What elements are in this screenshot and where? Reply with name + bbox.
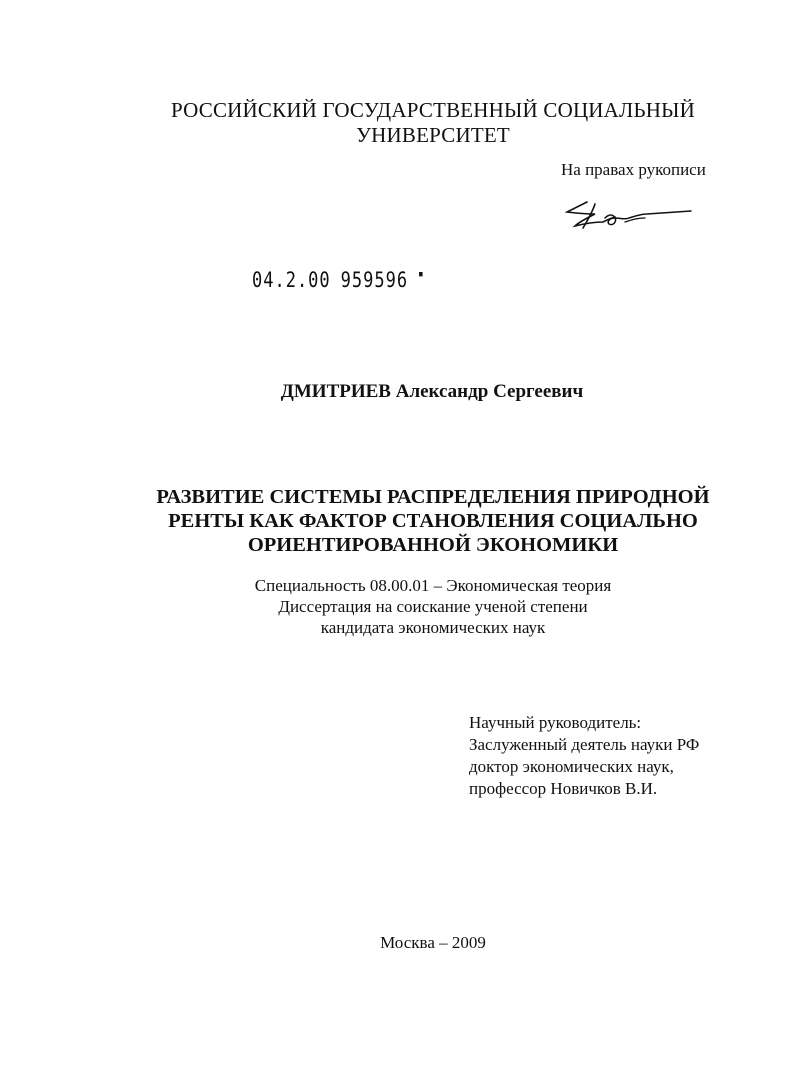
advisor-line-1: Заслуженный деятель науки РФ	[469, 735, 700, 754]
library-stamp	[252, 268, 435, 293]
university-line-1: РОССИЙСКИЙ ГОСУДАРСТВЕННЫЙ СОЦИАЛЬНЫЙ	[171, 98, 695, 122]
advisor-heading: Научный руководитель:	[469, 713, 642, 732]
specialty-block	[0, 575, 799, 638]
stamp-number: 959596	[340, 268, 409, 293]
degree-line-1: Диссертация на соискание ученой степени	[278, 597, 588, 616]
scientific-advisor	[469, 712, 699, 800]
author-name: ДМИТРИЕВ Александр Сергеевич	[280, 381, 584, 402]
rights-note: На правах рукописи	[561, 160, 706, 179]
stamp-mark: ▪	[418, 268, 425, 281]
city-year: Москва – 2009	[380, 933, 486, 952]
thesis-title	[0, 485, 799, 557]
thesis-title-line-1: РАЗВИТИЕ СИСТЕМЫ РАСПРЕДЕЛЕНИЯ ПРИРОДНОЙ	[156, 486, 710, 508]
advisor-line-3: профессор Новичков В.И.	[469, 779, 658, 798]
advisor-line-2: доктор экономических наук,	[469, 757, 674, 776]
thesis-title-line-3: ОРИЕНТИРОВАННОЙ ЭКОНОМИКИ	[247, 534, 619, 556]
handwritten-signature	[565, 198, 695, 236]
university-line-2: УНИВЕРСИТЕТ	[356, 123, 510, 147]
degree-line-2: кандидата экономических наук	[320, 618, 546, 637]
university-name	[0, 98, 799, 148]
thesis-title-line-2: РЕНТЫ КАК ФАКТОР СТАНОВЛЕНИЯ СОЦИАЛЬНО	[168, 510, 698, 532]
stamp-date: 04.2.00	[252, 268, 331, 293]
specialty-line: Специальность 08.00.01 – Экономическая теория	[254, 576, 612, 595]
